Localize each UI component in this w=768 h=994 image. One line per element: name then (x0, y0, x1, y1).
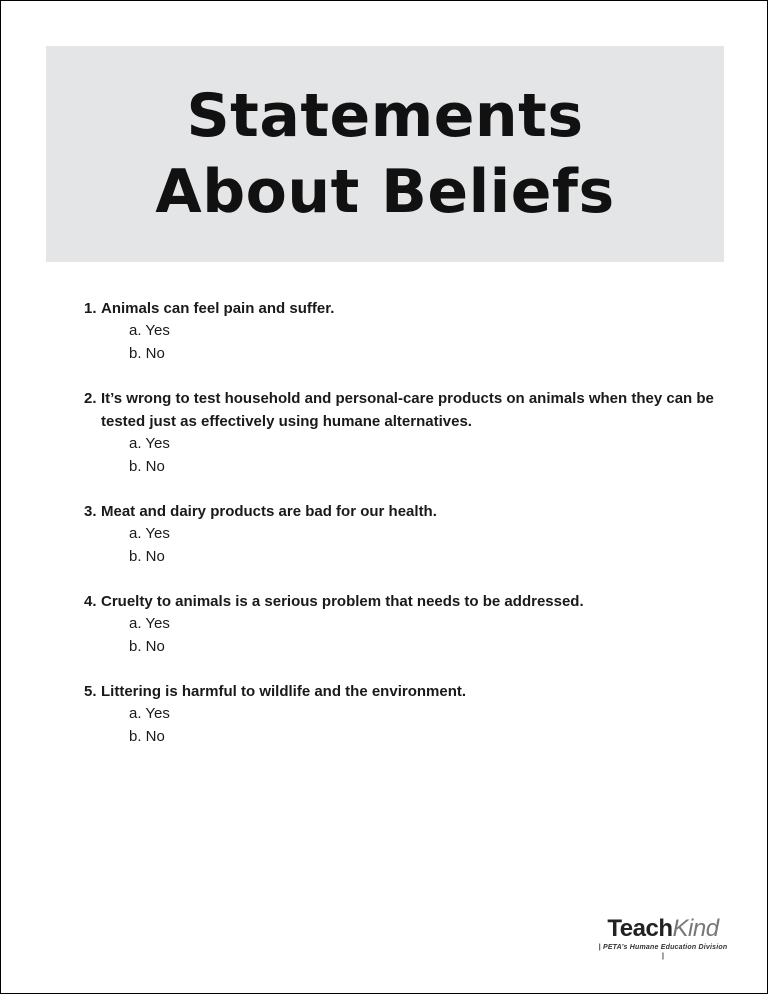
logo-kind-text: Kind (672, 915, 719, 942)
title-banner (46, 46, 724, 262)
option-no: b. No (129, 727, 165, 745)
question-number: 5. (84, 683, 97, 700)
question-number: 2. (84, 390, 97, 407)
question-2 (84, 387, 724, 478)
option-no: b. No (129, 547, 165, 565)
option-yes: a. Yes (129, 435, 170, 452)
question-list (84, 297, 724, 770)
question-number: 1. (84, 300, 97, 317)
option-yes: a. Yes (129, 322, 170, 339)
question-5 (84, 680, 724, 748)
question-1 (84, 297, 724, 365)
page-title-line-1: Statements (186, 81, 584, 151)
option-no: b. No (129, 344, 165, 362)
question-text: Meat and dairy products are bad for our health. (101, 503, 437, 520)
question-text: It’s wrong to test household and personal-care products on animals when they can be tested just as effectively using humane alternatives. (101, 390, 714, 430)
page-title-line-2: About Beliefs (155, 157, 615, 227)
option-no: b. No (129, 637, 165, 655)
question-text: Animals can feel pain and suffer. (101, 300, 335, 317)
question-3 (84, 500, 724, 568)
question-number: 3. (84, 503, 97, 520)
question-text: Littering is harmful to wildlife and the environment. (101, 683, 467, 700)
logo-tagline: | PETA’s Humane Education Division | (598, 944, 728, 960)
option-yes: a. Yes (129, 525, 170, 542)
question-text: Cruelty to animals is a serious problem that needs to be addressed. (101, 593, 584, 610)
option-yes: a. Yes (129, 705, 170, 722)
logo-teach-text: Teach (607, 915, 673, 942)
teachkind-logo (598, 915, 728, 961)
question-number: 4. (84, 593, 97, 610)
option-yes: a. Yes (129, 615, 170, 632)
question-4 (84, 590, 724, 658)
option-no: b. No (129, 457, 165, 475)
